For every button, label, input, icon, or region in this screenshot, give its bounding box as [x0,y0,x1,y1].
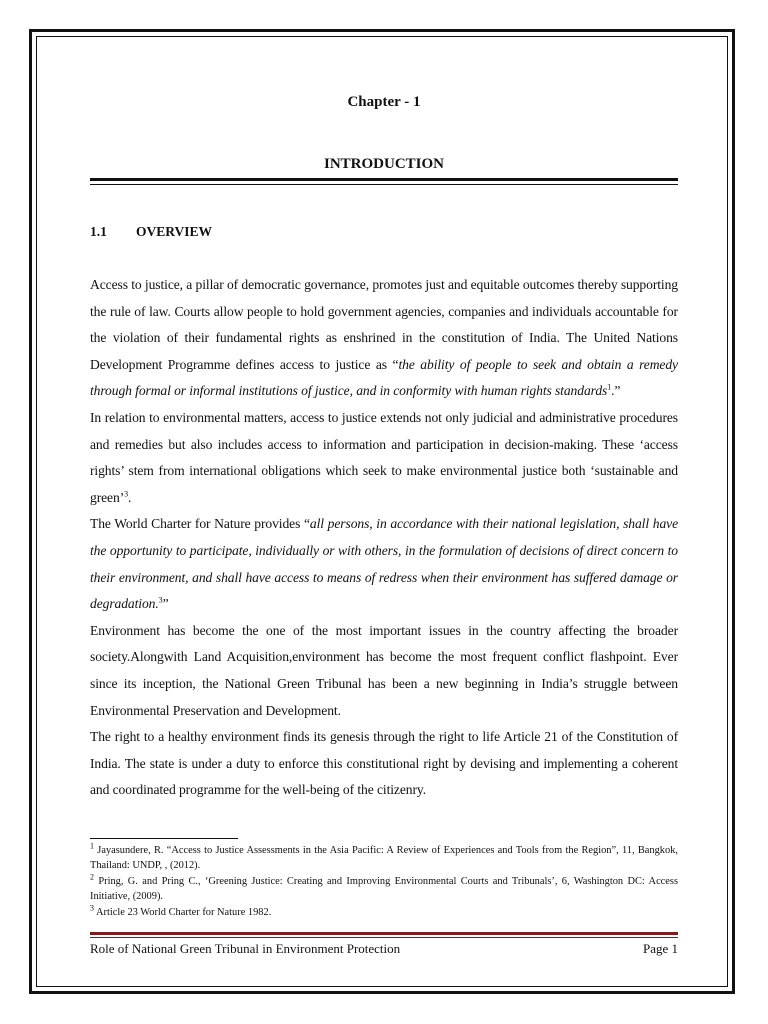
footnote-1 [90,841,678,873]
paragraph-3-quote: all persons, in accordance with their national legislation, shall have the opportunity to participate, individually or with others, in the formulation of decisions of direct concern to their environment, and shall have access to means of redress when their environment has suffered damage or degradation. [90,516,679,612]
footnote-ref: 3 [124,489,129,499]
footnote-3 [90,903,678,921]
footnote-text: Jayasundere, R. “Access to Justice Assessments in the Asia Pacific: A Review of Experiences and Tools from the Region”, 11, Bangkok, Thailand: UNDP, , (2012). [90,845,678,871]
title-rule-thin [90,184,678,185]
footnote-ref: 3 [158,595,163,605]
paragraph-2-text: In relation to environmental matters, access to justice extends not only judicial and administrative procedures and remedies but also includes access to information and participation in decision-making. These ‘access rights’ stem from international obligations which seek to make environmental justice both ‘sustainable and green’ [90,409,678,505]
title-rule-thick [90,178,678,181]
paragraph-4: Environment has become the one of the most important issues in the country affecting the broader society.Alongwith Land Acquisition,environment has become the most frequent conflict flashpoint. Ever since its inception, the National Green Tribunal has been a new beginning in India’s struggle between Environmental Preservation and Development. [90,622,678,718]
footer-title: Role of National Green Tribunal in Environment Protection [90,941,401,956]
chapter-title: INTRODUCTION [323,156,444,172]
chapter-heading: Chapter - 1 [347,94,421,110]
paragraph-2-end: . [128,489,132,505]
body-text [90,272,678,804]
footnote-text: Article 23 World Charter for Nature 1982. [94,907,272,919]
footnote-ref: 1 [607,382,612,392]
footnote-text: Pring, G. and Pring C., ‘Greening Justice: Creating and Improving Environmental Courts and Tribunals’, 6, Washington DC: Access Initiative, (2009). [90,876,678,902]
footnote-mark: 3 [90,903,94,913]
footer-rule-thin [90,937,678,938]
paragraph-3 [90,511,678,617]
paragraph-1-text: Access to justice, a pillar of democratic governance, promotes just and equitable outcomes thereby supporting the rule of law. Courts allow people to hold government agencies, companies and individuals accountable for the violation of their fundamental rights as enshrined in the constitution of India. The United Nations Development Programme defines access to justice as “ [90,277,678,372]
footnote-2 [90,872,678,904]
paragraph-1-end: .” [611,383,621,399]
paragraph-5: The right to a healthy environment finds its genesis through the right to life Article 21 of the Constitution of India. The state is under a duty to enforce this constitutional right by devising and implementing a coherent and coordinated programme for the well-being of the citizenry. [90,729,678,798]
paragraph-2 [90,405,678,511]
page-number: Page 1 [642,941,678,956]
footer-rule-thick [90,932,678,935]
footnotes [90,841,678,923]
paragraph-3-end: ” [162,596,169,612]
section-number: 1.1 [90,224,107,239]
paragraph-3-text: The World Charter for Nature provides “ [90,516,310,532]
paragraph-1-quote: the ability of people to seek and obtain a remedy through formal or informal institutions of justice, and in conformity with human rights standards [90,356,678,399]
footnote-mark: 2 [90,872,94,882]
footnote-separator [90,838,238,839]
paragraph-1 [90,272,678,405]
section-title: OVERVIEW [136,224,213,239]
footnote-mark: 1 [90,841,94,851]
section-heading [90,224,212,240]
